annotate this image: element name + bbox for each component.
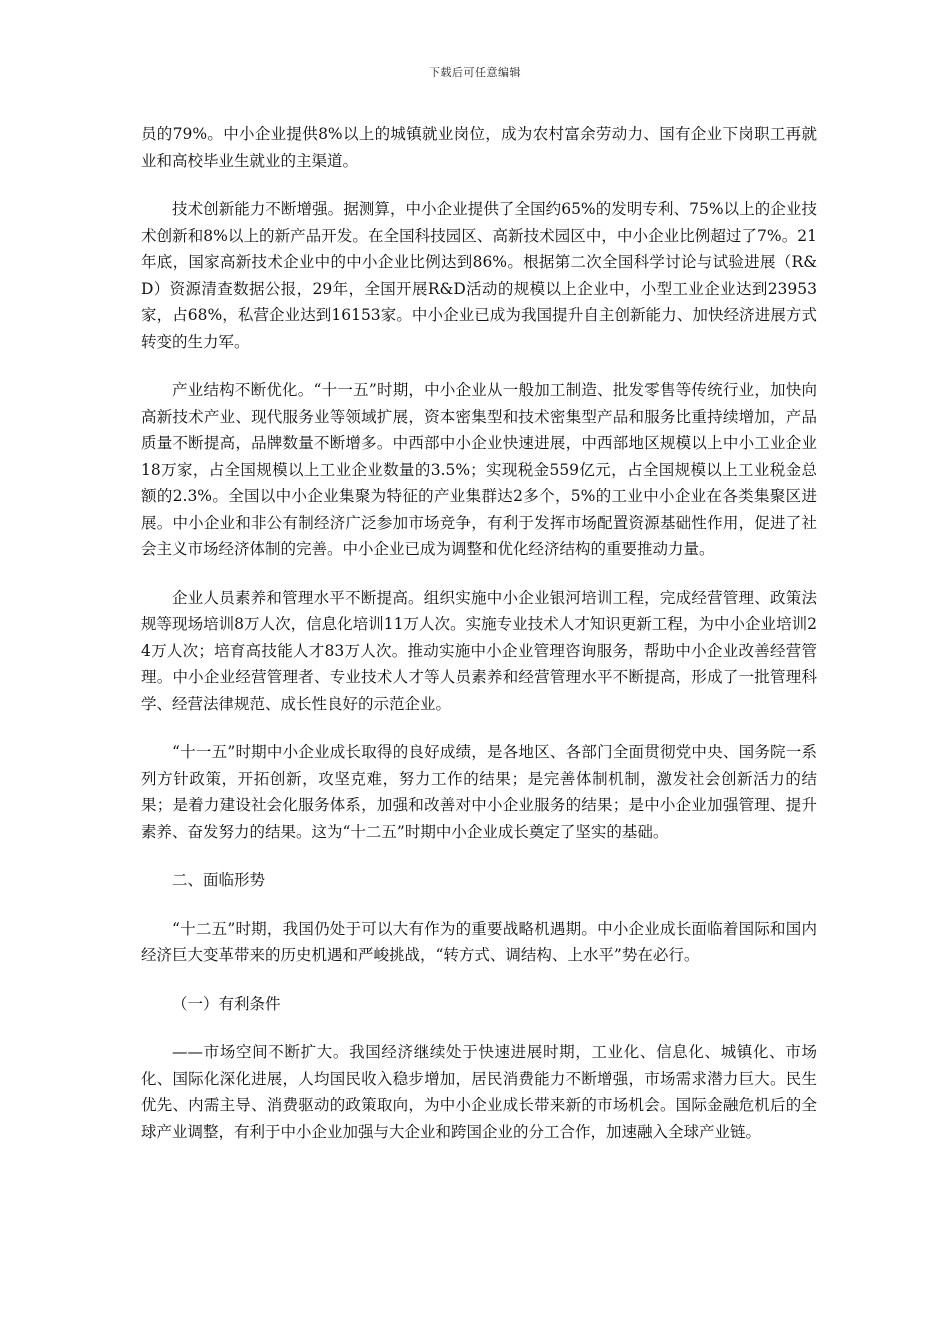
paragraph-achievements: “十一五”时期中小企业成长取得的良好成绩，是各地区、各部门全面贯彻党中央、国务院一系列方针政策，开拓创新，攻坚克难，努力工作的结果；是完善体制机制，激发社会创新活力的结果；是着力建设社会化服务体系，加强和改善对中小企业服务的结果；是中小企业加强管理、提升素养、奋发努力的结果。这为“十二五”时期中小企业成长奠定了坚实的基础。: [141, 743, 817, 841]
paragraph-employment: 员的79%。中小企业提供8%以上的城镇就业岗位，成为农村富余劳动力、国有企业下岗职工再就业和高校毕业生就业的主渠道。: [141, 125, 817, 170]
paragraph-innovation: 技术创新能力不断增强。据测算，中小企业提供了全国约65%的发明专利、75%以上的企业技术创新和8%以上的新产品开发。在全国科技园区、高新技术园区中，中小企业比例超过了7%。21年底，国家高新技术企业中的中小企业比例达到86%。根据第二次全国科学讨论与试验进展（R&D）资源清查数据公报，29年，全国开展R&D活动的规模以上企业中，小型工业企业达到23953家，占68%，私营企业达到16153家。中小企业已成为我国提升自主创新能力、加快经济进展方式转变的生力军。: [141, 200, 817, 351]
paragraph-market-space: ——市场空间不断扩大。我国经济继续处于快速进展时期，工业化、信息化、城镇化、市场化、国际化深化进展，人均国民收入稳步增加，居民消费能力不断增强，市场需求潜力巨大。民生优先、内需主导、消费驱动的政策取向，为中小企业成长带来新的市场机会。国际金融危机后的全球产业调整，有利于中小企业加强与大企业和跨国企业的分工合作，加速融入全球产业链。: [141, 1043, 817, 1141]
subsection-heading: （一）有利条件: [172, 994, 281, 1013]
paragraph-situation: “十二五”时期，我国仍处于可以大有作为的重要战略机遇期。中小企业成长面临着国际和国内经济巨大变革带来的历史机遇和严峻挑战，“转方式、调结构、上水平”势在必行。: [141, 919, 817, 964]
paragraph-industry-structure: 产业结构不断优化。“十一五”时期，中小企业从一般加工制造、批发零售等传统行业，加快向高新技术产业、现代服务业等领域扩展，资本密集型和技术密集型产品和服务比重持续增加，产品质量不断提高，品牌数量不断增多。中西部中小企业快速进展，中西部地区规模以上中小工业企业18万家，占全国规模以上工业企业数量的3.5%；实现税金559亿元，占全国规模以上工业税金总额的2.3%。全国以中小企业集聚为特征的产业集群达2多个，5%的工业中小企业在各类集聚区进展。中小企业和非公有制经济广泛参加市场竞争，有利于发挥市场配置资源基础性作用，促进了社会主义市场经济体制的完善。中小企业已成为调整和优化经济结构的重要推动力量。: [141, 381, 817, 558]
document-body: [141, 121, 817, 1167]
paragraph-management: 企业人员素养和管理水平不断提高。组织实施中小企业银河培训工程，完成经营管理、政策法规等现场培训8万人次，信息化培训11万人次。实施专业技术人才知识更新工程，为中小企业培训24万人次；培育高技能人才83万人次。推动实施中小企业管理咨询服务，帮助中小企业改善经营管理。中小企业经营管理者、专业技术人才等人员素养和经营管理水平不断提高，形成了一批管理科学、经营法律规范、成长性良好的示范企业。: [141, 588, 817, 713]
page-header: 下载后可任意编辑: [429, 66, 521, 79]
section-heading: 二、面临形势: [172, 871, 266, 889]
